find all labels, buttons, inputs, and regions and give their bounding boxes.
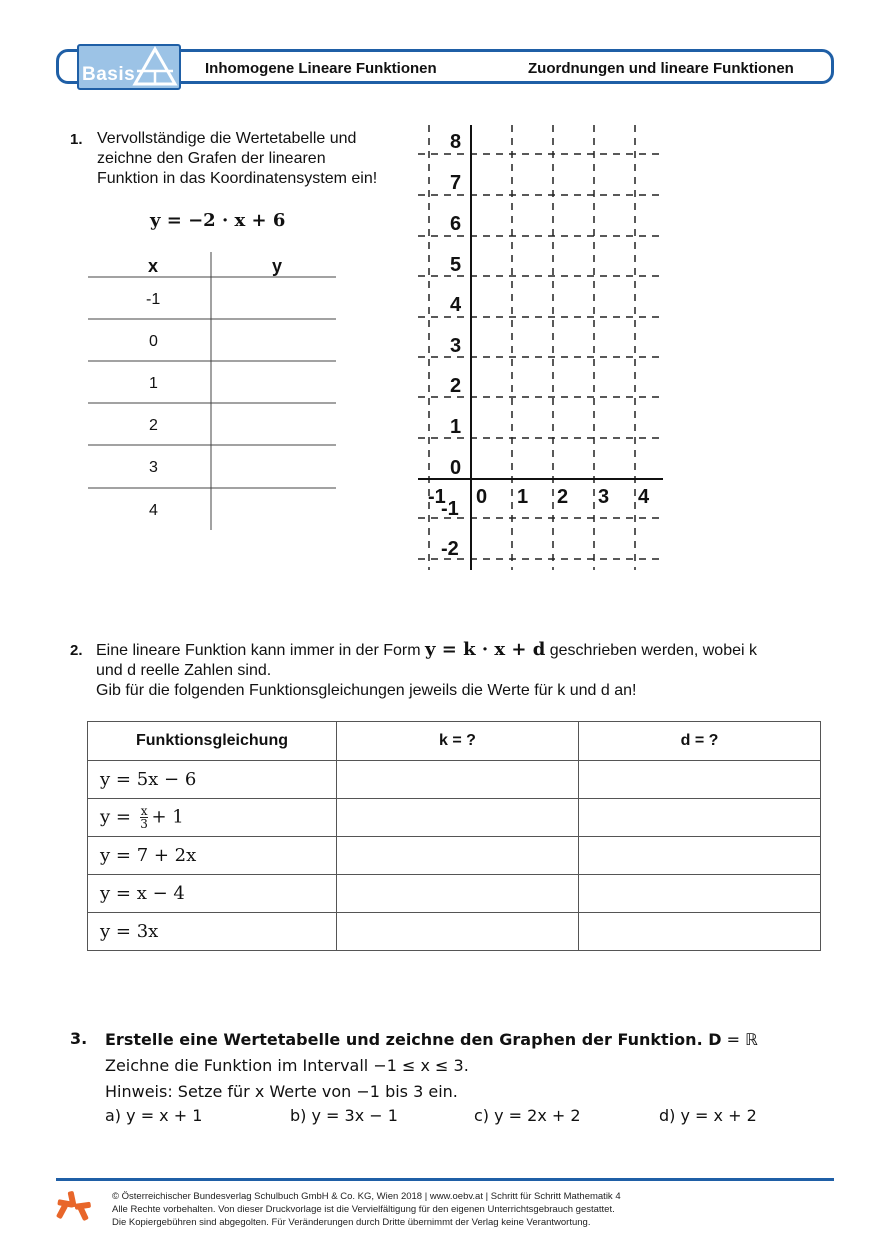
k-answer-cell[interactable] [337,913,579,951]
task2-number: 2. [70,642,83,659]
task1-line: zeichne den Grafen der linearen [97,150,326,167]
kd-header-d: d = ? [579,722,821,761]
task3-number: 3. [70,1029,88,1048]
footer-disclaimer: Die Kopiergebühren sind abgegolten. Für Veränderungen durch Dritte übernimmt der Verlag keine Verantwortung. [112,1217,591,1228]
value-table-y-header: y [272,256,283,276]
table-row [88,875,821,913]
footer-divider [56,1178,834,1181]
task3-line: Zeichne die Funktion im Intervall −1 ≤ x ≤ 3. [105,1056,469,1075]
function-equation: y = 3x [88,913,337,951]
task1-number: 1. [70,131,83,148]
kd-header-function: Funktionsgleichung [88,722,337,761]
task3-instruction [105,1027,758,1105]
y-tick-label: 7 [450,172,462,194]
table-row [88,837,821,875]
y-tick-label: 4 [450,294,462,316]
k-answer-cell[interactable] [337,837,579,875]
y-tick-label: 6 [450,213,462,235]
x-tick-label: 3 [598,486,610,508]
header-title-left: Inhomogene Lineare Funktionen [205,60,437,77]
fraction [140,805,149,830]
d-answer-cell[interactable] [579,837,821,875]
function-equation: y = x − 4 [88,875,337,913]
equation-suffix: + 1 [151,806,184,828]
function-equation: y = 7 + 2x [88,837,337,875]
task2-line [96,640,816,661]
value-table-x-cell: 0 [149,333,158,350]
value-table-lines [88,252,338,532]
table-row [88,799,821,837]
table-row [88,913,821,951]
task3-item: b) y = 3x − 1 [290,1106,398,1125]
fraction-denominator: 3 [140,817,148,831]
y-tick-label: 0 [450,457,462,479]
function-equation [88,799,337,837]
triangle-tool-icon [132,46,178,88]
table-row [88,761,821,799]
x-tick-label: 1 [517,486,529,508]
y-tick-label: 1 [450,416,462,438]
task2-line1-pre: Eine lineare Funktion kann immer in der Form [96,642,426,659]
k-answer-cell[interactable] [337,799,579,837]
task2-line: Gib für die folgenden Funktionsgleichungen jeweils die Werte für k und d an! [96,682,637,699]
d-answer-cell[interactable] [579,913,821,951]
kd-header-k: k = ? [337,722,579,761]
value-table-x-cell: 4 [149,502,158,519]
oebv-star-icon [56,1190,92,1226]
y-tick-label: -2 [441,538,459,560]
fraction-numerator: x [140,804,148,818]
value-table-x-header: x [148,256,159,276]
task2-line: und d reelle Zahlen sind. [96,662,272,679]
kd-table [87,721,821,951]
task3-line: Hinweis: Setze für x Werte von −1 bis 3 ein. [105,1082,458,1101]
task3-item: d) y = x + 2 [659,1106,757,1125]
value-table-x-cell: -1 [146,291,161,308]
k-answer-cell[interactable] [337,761,579,799]
x-tick-label: 2 [557,486,569,508]
y-tick-label: 2 [450,375,462,397]
task3-item: a) y = x + 1 [105,1106,203,1125]
footer-copyright: © Österreichischer Bundesverlag Schulbuch GmbH & Co. KG, Wien 2018 | www.oebv.at | Schritt für Schritt Mathematik 4 [112,1191,621,1202]
task1-instruction [97,129,377,189]
equation-prefix: y = [100,806,137,828]
task3-title-bold: Erstelle eine Wertetabelle und zeichne den Graphen der Funktion. D [105,1030,722,1049]
task2-general-formula: y = k · x + d [425,639,546,660]
footer-rights: Alle Rechte vorbehalten. Von dieser Druckvorlage ist die Vervielfältigung für den eigenen Unterrichtsgebrauch gestattet. [112,1204,615,1215]
task2-instruction [96,640,816,701]
x-tick-label: 4 [638,486,650,508]
task3-title [105,1027,758,1053]
task1-line: Vervollständige die Wertetabelle und [97,130,357,147]
header-title-right: Zuordnungen und lineare Funktionen [528,60,794,77]
task2-line1-post: geschrieben werden, wobei k [545,642,757,659]
y-tick-label: -1 [441,498,459,520]
value-table-x-cell: 3 [149,459,158,476]
x-tick-label: -1 [428,486,446,508]
function-equation: y = 5x − 6 [88,761,337,799]
d-answer-cell[interactable] [579,799,821,837]
task3-title-domain: = ℝ [721,1030,758,1049]
x-tick-label: 0 [476,486,488,508]
value-table-x-cell: 1 [149,375,158,392]
d-answer-cell[interactable] [579,875,821,913]
k-answer-cell[interactable] [337,875,579,913]
y-tick-label: 5 [450,254,462,276]
d-answer-cell[interactable] [579,761,821,799]
value-table-x-cell: 2 [149,417,158,434]
logo-label: Basis [82,64,136,85]
y-tick-label: 3 [450,335,462,357]
task1-line: Funktion in das Koordinatensystem ein! [97,170,378,187]
y-tick-label: 8 [450,131,462,153]
task3-item: c) y = 2x + 2 [474,1106,581,1125]
task1-formula: y = −2 · x + 6 [150,210,286,231]
kd-table-header-row [88,722,821,761]
